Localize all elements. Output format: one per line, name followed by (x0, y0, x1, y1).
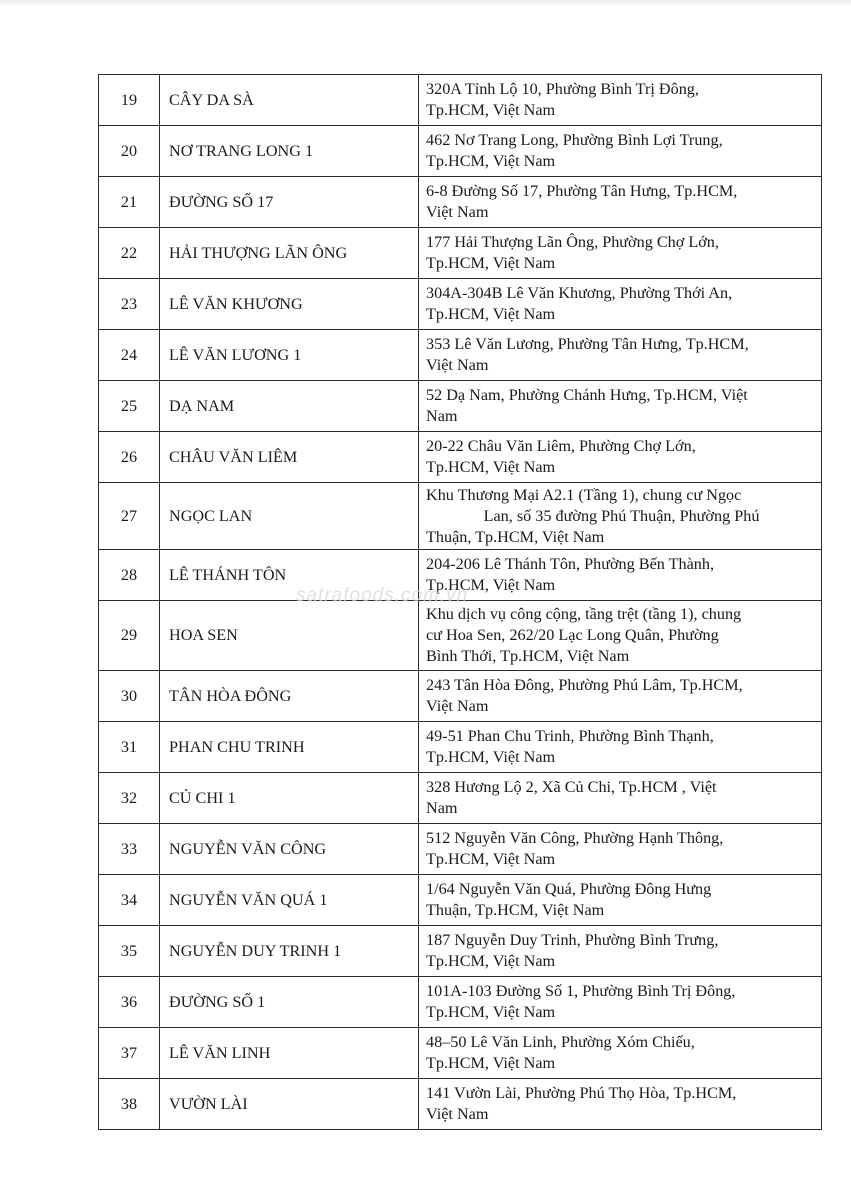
store-address (419, 773, 822, 824)
address-line: Nam (426, 799, 458, 817)
store-number: 28 (99, 550, 160, 601)
store-name: ĐƯỜNG SỐ 17 (160, 177, 419, 228)
address-line: 49-51 Phan Chu Trinh, Phường Bình Thạnh, (426, 727, 714, 745)
address-line: Tp.HCM, Việt Nam (426, 305, 556, 323)
table-row (99, 977, 822, 1028)
address-line: Tp.HCM, Việt Nam (426, 101, 556, 119)
store-address (419, 671, 822, 722)
table-row (99, 671, 822, 722)
address-line: 320A Tỉnh Lộ 10, Phường Bình Trị Đông, (426, 80, 699, 98)
store-number: 29 (99, 601, 160, 671)
store-address (419, 1028, 822, 1079)
address-line: 141 Vườn Lài, Phường Phú Thọ Hòa, Tp.HCM, (426, 1084, 737, 1102)
table-row (99, 1028, 822, 1079)
address-line: Việt Nam (426, 356, 489, 374)
store-number: 22 (99, 228, 160, 279)
table-row (99, 330, 822, 381)
address-line: 512 Nguyễn Văn Công, Phường Hạnh Thông, (426, 829, 724, 847)
store-address (419, 177, 822, 228)
store-name: PHAN CHU TRINH (160, 722, 419, 773)
address-line: Tp.HCM, Việt Nam (426, 152, 556, 170)
table-row (99, 279, 822, 330)
store-address (419, 126, 822, 177)
store-address (419, 722, 822, 773)
store-name: NGỌC LAN (160, 483, 419, 550)
store-number: 35 (99, 926, 160, 977)
store-address (419, 228, 822, 279)
address-line: Tp.HCM, Việt Nam (426, 576, 556, 594)
table-row (99, 126, 822, 177)
store-address (419, 381, 822, 432)
store-name: LÊ VĂN KHƯƠNG (160, 279, 419, 330)
store-address (419, 824, 822, 875)
store-name: LÊ THÁNH TÔN (160, 550, 419, 601)
store-address (419, 550, 822, 601)
store-number: 23 (99, 279, 160, 330)
watermark: satrafoods.com.vn (296, 585, 469, 606)
store-number: 32 (99, 773, 160, 824)
address-line: Tp.HCM, Việt Nam (426, 850, 556, 868)
address-line: Nam (426, 407, 458, 425)
address-line: Khu dịch vụ công cộng, tầng trệt (tầng 1), chung (426, 605, 742, 623)
address-line: 1/64 Nguyễn Văn Quá, Phường Đông Hưng (426, 880, 712, 898)
address-line: Việt Nam (426, 203, 489, 221)
address-line: Tp.HCM, Việt Nam (426, 254, 556, 272)
address-line: Thuận, Tp.HCM, Việt Nam (426, 527, 605, 546)
store-name: VƯỜN LÀI (160, 1079, 419, 1130)
store-name: NƠ TRANG LONG 1 (160, 126, 419, 177)
store-name: NGUYỄN DUY TRINH 1 (160, 926, 419, 977)
store-name: NGUYỄN VĂN CÔNG (160, 824, 419, 875)
store-address (419, 875, 822, 926)
store-number: 31 (99, 722, 160, 773)
address-line: 101A-103 Đường Số 1, Phường Bình Trị Đông, (426, 982, 736, 1000)
store-name: ĐƯỜNG SỐ 1 (160, 977, 419, 1028)
store-name: TÂN HÒA ĐÔNG (160, 671, 419, 722)
address-line: 353 Lê Văn Lương, Phường Tân Hưng, Tp.HCM, (426, 335, 749, 353)
address-line: 304A-304B Lê Văn Khương, Phường Thới An, (426, 284, 733, 302)
scan-top-edge (0, 0, 851, 6)
table-row (99, 1079, 822, 1130)
address-line: Tp.HCM, Việt Nam (426, 748, 556, 766)
store-number: 19 (99, 75, 160, 126)
table-row (99, 550, 822, 601)
store-number: 20 (99, 126, 160, 177)
store-number: 27 (99, 483, 160, 550)
table-row (99, 75, 822, 126)
store-number: 34 (99, 875, 160, 926)
address-line: Khu Thương Mại A2.1 (Tầng 1), chung cư Ngọc (426, 485, 742, 504)
address-line: 243 Tân Hòa Đông, Phường Phú Lâm, Tp.HCM, (426, 676, 743, 694)
store-number: 21 (99, 177, 160, 228)
address-line: Lan, số 35 đường Phú Thuận, Phường Phú (483, 506, 760, 525)
store-address (419, 483, 822, 550)
store-address (419, 330, 822, 381)
store-name: LÊ VĂN LƯƠNG 1 (160, 330, 419, 381)
store-number: 33 (99, 824, 160, 875)
address-line: Việt Nam (426, 697, 489, 715)
table-row (99, 722, 822, 773)
address-line: 48–50 Lê Văn Linh, Phường Xóm Chiếu, (426, 1033, 695, 1051)
address-line: 177 Hải Thượng Lãn Ông, Phường Chợ Lớn, (426, 233, 719, 251)
table-row (99, 228, 822, 279)
store-address (419, 432, 822, 483)
store-address (419, 279, 822, 330)
store-number: 36 (99, 977, 160, 1028)
address-line: Bình Thới, Tp.HCM, Việt Nam (426, 647, 630, 665)
store-name: CỦ CHI 1 (160, 773, 419, 824)
store-name: HẢI THƯỢNG LÃN ÔNG (160, 228, 419, 279)
table-row (99, 432, 822, 483)
table-row (99, 483, 822, 550)
table-row (99, 601, 822, 671)
store-name: CÂY DA SÀ (160, 75, 419, 126)
store-number: 24 (99, 330, 160, 381)
store-address (419, 977, 822, 1028)
table-row (99, 381, 822, 432)
store-address (419, 601, 822, 671)
store-name: LÊ VĂN LINH (160, 1028, 419, 1079)
address-line: 328 Hương Lộ 2, Xã Củ Chi, Tp.HCM , Việt (426, 778, 717, 796)
address-line: Tp.HCM, Việt Nam (426, 458, 556, 476)
table-row (99, 177, 822, 228)
store-name: DẠ NAM (160, 381, 419, 432)
store-number: 37 (99, 1028, 160, 1079)
store-address (419, 1079, 822, 1130)
address-line: Việt Nam (426, 1105, 489, 1123)
store-address (419, 926, 822, 977)
address-line: Tp.HCM, Việt Nam (426, 1003, 556, 1021)
store-list-body (99, 75, 822, 1130)
address-line: Tp.HCM, Việt Nam (426, 1054, 556, 1072)
store-address (419, 75, 822, 126)
table-row (99, 875, 822, 926)
store-number: 26 (99, 432, 160, 483)
store-name: NGUYỄN VĂN QUÁ 1 (160, 875, 419, 926)
address-line: 20-22 Châu Văn Liêm, Phường Chợ Lớn, (426, 437, 696, 455)
table-row (99, 773, 822, 824)
store-number: 38 (99, 1079, 160, 1130)
store-name: HOA SEN (160, 601, 419, 671)
address-line: cư Hoa Sen, 262/20 Lạc Long Quân, Phường (426, 626, 719, 644)
address-line: 6-8 Đường Số 17, Phường Tân Hưng, Tp.HCM, (426, 182, 738, 200)
address-line: 462 Nơ Trang Long, Phường Bình Lợi Trung, (426, 131, 723, 149)
address-line: 187 Nguyễn Duy Trinh, Phường Bình Trưng, (426, 931, 719, 949)
address-line: 52 Dạ Nam, Phường Chánh Hưng, Tp.HCM, Việt (426, 386, 748, 404)
address-line: Thuận, Tp.HCM, Việt Nam (426, 901, 605, 919)
table-row (99, 824, 822, 875)
store-number: 25 (99, 381, 160, 432)
store-list-table (98, 74, 822, 1130)
address-line: Tp.HCM, Việt Nam (426, 952, 556, 970)
table-row (99, 926, 822, 977)
store-number: 30 (99, 671, 160, 722)
store-name: CHÂU VĂN LIÊM (160, 432, 419, 483)
address-line: 204-206 Lê Thánh Tôn, Phường Bến Thành, (426, 555, 714, 573)
